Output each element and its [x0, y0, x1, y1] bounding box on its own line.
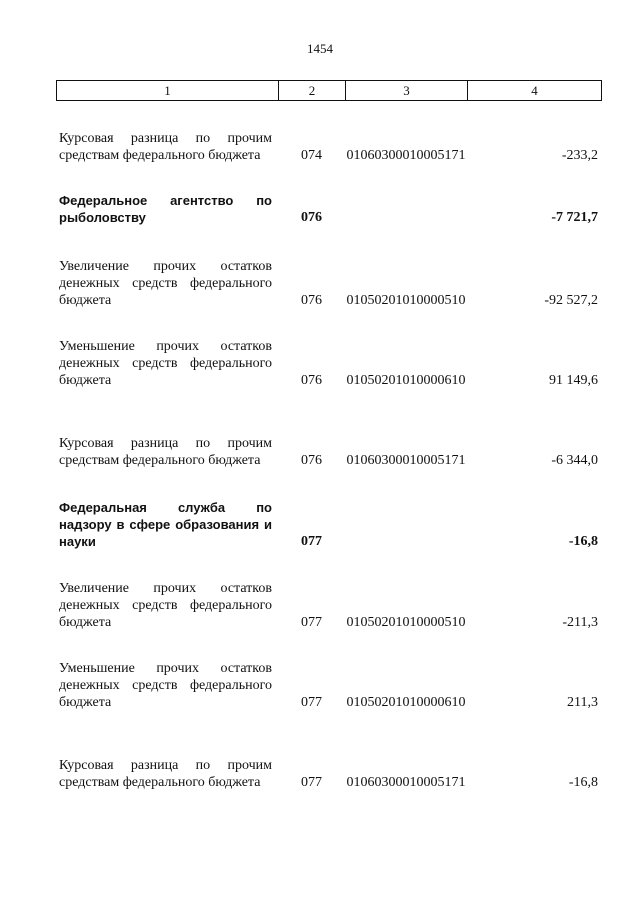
row-kbk: 01060300010005171: [346, 453, 466, 468]
row-kbk: 01050201010000510: [346, 615, 466, 630]
table-header: [56, 80, 602, 101]
row-amount: -16,8: [568, 534, 598, 549]
row-code: 077: [301, 534, 322, 549]
row-code: 076: [301, 373, 322, 388]
table-row: [56, 737, 602, 791]
table-row: [56, 190, 602, 226]
row-code: 077: [301, 695, 322, 710]
row-name: Курсовая разница по прочим средствам федерального бюджета: [59, 131, 272, 163]
row-code: 077: [301, 775, 322, 790]
row-amount: -233,2: [561, 148, 598, 163]
row-code: 076: [301, 293, 322, 308]
row-amount: -92 527,2: [544, 293, 598, 308]
row-name: Федеральная служба по надзору в сфере образования и науки: [59, 500, 272, 549]
row-code: 076: [301, 210, 322, 225]
table-row: [56, 335, 602, 389]
table-row: [56, 496, 602, 550]
row-name: Курсовая разница по прочим средствам федерального бюджета: [59, 758, 272, 790]
table-body: [56, 110, 602, 791]
row-amount: -6 344,0: [551, 453, 598, 468]
row-amount: -16,8: [568, 775, 598, 790]
table-row: [56, 415, 602, 469]
table-row: [56, 110, 602, 164]
row-kbk: 01050201010000610: [346, 373, 466, 388]
header-col-1: 1: [57, 81, 279, 100]
row-name: Увеличение прочих остатков денежных средств федерального бюджета: [59, 259, 272, 308]
header-col-3: 3: [346, 81, 468, 100]
header-col-2: 2: [279, 81, 346, 100]
row-kbk: 01050201010000610: [346, 695, 466, 710]
row-kbk: 01060300010005171: [346, 775, 466, 790]
table-row: [56, 657, 602, 711]
row-kbk: 01050201010000510: [346, 293, 466, 308]
row-code: 077: [301, 615, 322, 630]
table-row: [56, 255, 602, 309]
row-amount: -7 721,7: [551, 210, 598, 225]
row-name: Уменьшение прочих остатков денежных средств федерального бюджета: [59, 661, 272, 710]
row-code: 076: [301, 453, 322, 468]
row-name: Федеральное агентство по рыболовству: [59, 193, 272, 225]
row-amount: 211,3: [567, 695, 598, 710]
row-amount: 91 149,6: [549, 373, 598, 388]
row-name: Увеличение прочих остатков денежных средств федерального бюджета: [59, 581, 272, 630]
row-name: Уменьшение прочих остатков денежных средств федерального бюджета: [59, 339, 272, 388]
page-number: 1454: [307, 41, 333, 56]
header-col-4: 4: [531, 82, 538, 98]
row-name: Курсовая разница по прочим средствам федерального бюджета: [59, 436, 272, 468]
table-row: [56, 577, 602, 631]
row-kbk: 01060300010005171: [346, 148, 466, 163]
row-code: 074: [301, 148, 322, 163]
row-amount: -211,3: [562, 615, 598, 630]
